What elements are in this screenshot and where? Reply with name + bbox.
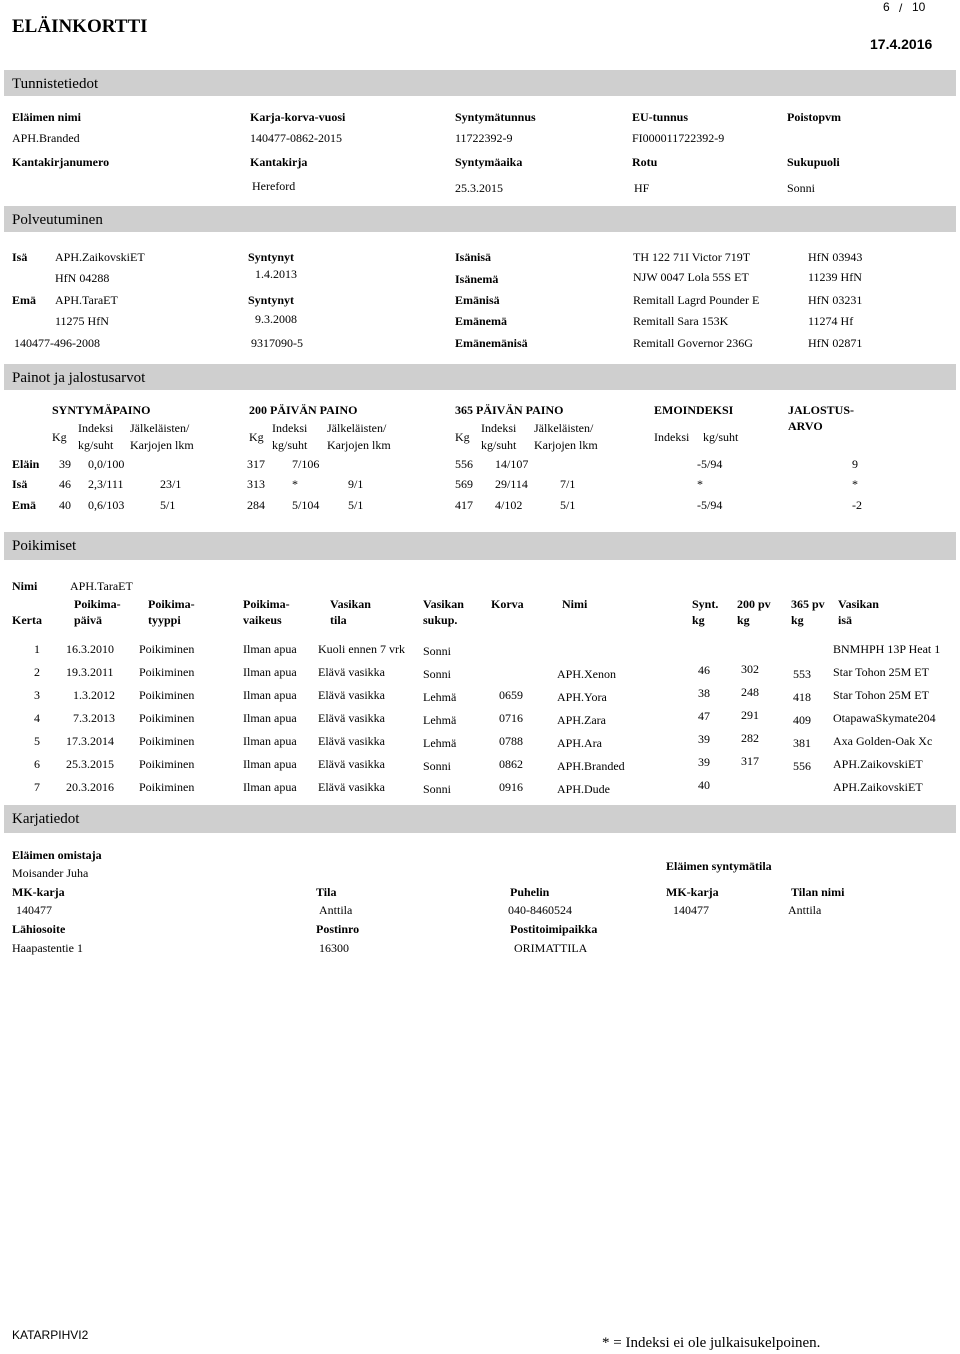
calvings-cell: 0916: [499, 780, 523, 794]
weights-cell: 4/102: [495, 498, 523, 512]
calvings-cell: APH.ZaikovskiET: [833, 757, 923, 771]
sire-dam-label: Isänemä: [455, 272, 499, 286]
owner-label: Eläimen omistaja: [12, 848, 102, 862]
page-total: 10: [912, 0, 926, 14]
offspring-subheader: Jälkeläisten/: [327, 421, 387, 435]
tila-value: Anttila: [319, 903, 353, 917]
dam-dam: Remitall Sara 153K: [633, 314, 729, 328]
page-separator: /: [899, 1, 903, 15]
dam-label: Emä: [12, 293, 36, 307]
calvings-cell: Ilman apua: [243, 711, 297, 725]
calvings-cell: 553: [793, 667, 811, 681]
calvings-cell: 47: [698, 709, 710, 723]
calvings-cell: 291: [741, 708, 759, 722]
offspring-subheader: Jälkeläisten/: [534, 421, 594, 435]
sire-dam-reg: 11239 HfN: [808, 270, 862, 284]
calvings-cell: 38: [698, 686, 710, 700]
calvings-cell: Elävä vasikka: [318, 665, 385, 679]
calvings-cell: 19.3.2011: [66, 665, 114, 679]
sire-dam: NJW 0047 Lola 55S ET: [633, 270, 749, 284]
calvings-cell: Sonni: [423, 644, 452, 658]
calvings-cell: 39: [698, 755, 710, 769]
maternal-index-heading: EMOINDEKSI: [654, 403, 734, 417]
calvings-cell: Lehmä: [423, 736, 457, 750]
calvings-header: kg: [692, 613, 705, 627]
calvings-dam-name: APH.TaraET: [70, 579, 133, 593]
post-office-value: ORIMATTILA: [514, 941, 588, 955]
ident-label: Karja-korva-vuosi: [250, 110, 346, 124]
weights-cell: *: [292, 477, 298, 491]
weights-cell: 5/1: [560, 498, 576, 512]
sire-reg: HfN 04288: [55, 271, 110, 285]
offspring-subheader: Jälkeläisten/: [130, 421, 190, 435]
calvings-cell: Ilman apua: [243, 757, 297, 771]
ident-value: Hereford: [252, 179, 296, 193]
weights-cell: 29/114: [495, 477, 528, 491]
calvings-cell: 418: [793, 690, 811, 704]
calvings-cell: Elävä vasikka: [318, 757, 385, 771]
ident-value: HF: [634, 181, 650, 195]
calvings-header: tila: [330, 613, 347, 627]
ident-label: Rotu: [632, 155, 658, 169]
calvings-cell: Ilman apua: [243, 688, 297, 702]
ident-label: Syntymäaika: [455, 155, 523, 169]
weights-row-label: Isä: [12, 477, 28, 491]
calvings-cell: 46: [698, 663, 710, 677]
calvings-header: Nimi: [562, 597, 588, 611]
calvings-cell: 17.3.2014: [66, 734, 114, 748]
calvings-header: päivä: [74, 613, 103, 627]
weights-cell: 9: [852, 457, 858, 471]
sire-sire-label: Isänisä: [455, 250, 492, 264]
maternal-index-subheader: Indeksi: [654, 430, 690, 444]
weights-cell: 417: [455, 498, 473, 512]
dam-born: 9.3.2008: [255, 312, 297, 326]
calvings-header: kg: [737, 613, 750, 627]
kg-subheader: Kg: [52, 430, 67, 444]
calvings-cell: 1.3.2012: [73, 688, 115, 702]
ident-label: Kantakirja: [250, 155, 308, 169]
weights-cell: 9/1: [348, 477, 364, 491]
weights-cell: 39: [59, 457, 71, 471]
kg-ratio-subheader: kg/suht: [481, 438, 517, 452]
maternal-kg-ratio-subheader: kg/suht: [703, 430, 739, 444]
birth-mk-value: 140477: [673, 903, 709, 917]
calvings-cell: Elävä vasikka: [318, 734, 385, 748]
calvings-cell: 0659: [499, 688, 523, 702]
weights-cell: *: [852, 477, 858, 491]
calvings-cell: 248: [741, 685, 759, 699]
calvings-header: Vasikan: [838, 597, 879, 611]
calvings-name-label: Nimi: [12, 579, 38, 593]
calvings-header: Vasikan: [423, 597, 464, 611]
mk-value: 140477: [16, 903, 52, 917]
sire-label: Isä: [12, 250, 28, 264]
calvings-cell: APH.Branded: [557, 759, 625, 773]
calvings-cell: APH.Ara: [557, 736, 602, 750]
breeding-value-heading-2: ARVO: [788, 419, 823, 433]
kg-ratio-subheader: kg/suht: [78, 438, 114, 452]
farm-name-value: Anttila: [788, 903, 822, 917]
ident-value: 25.3.2015: [455, 181, 503, 195]
weights-cell: 23/1: [160, 477, 182, 491]
post-office-label: Postitoimipaikka: [510, 922, 598, 936]
calvings-header: 200 pv: [737, 597, 771, 611]
calvings-cell: 0716: [499, 711, 523, 725]
calvings-cell: Poikiminen: [139, 757, 195, 771]
calvings-header: vaikeus: [243, 613, 282, 627]
calvings-header: Poikima-: [148, 597, 195, 611]
postcode-label: Postinro: [316, 922, 360, 936]
weights-cell: -5/94: [697, 498, 723, 512]
footer-code: KATARPIHVI2: [12, 1328, 89, 1342]
calvings-cell: 381: [793, 736, 811, 750]
sire-born: 1.4.2013: [255, 267, 297, 281]
calvings-cell: APH.Yora: [557, 690, 607, 704]
herds-subheader: Karjojen lkm: [327, 438, 391, 452]
page-title: ELÄINKORTTI: [12, 16, 148, 37]
kg-ratio-subheader: kg/suht: [272, 438, 308, 452]
weight-365-heading: 365 PÄIVÄN PAINO: [455, 403, 564, 417]
calvings-cell: 5: [34, 734, 40, 748]
calvings-cell: Ilman apua: [243, 642, 297, 656]
calvings-cell: 16.3.2010: [66, 642, 114, 656]
index-subheader: Indeksi: [78, 421, 114, 435]
calvings-cell: Poikiminen: [139, 642, 195, 656]
calvings-header: kg: [791, 613, 804, 627]
address-label: Lähiosoite: [12, 922, 66, 936]
calvings-cell: 0862: [499, 757, 523, 771]
ident-value: FI000011722392-9: [632, 131, 725, 145]
sire-sire-reg: HfN 03943: [808, 250, 863, 264]
dam-sire: Remitall Lagrd Pounder E: [633, 293, 760, 307]
calvings-cell: BNMHPH 13P Heat 1: [833, 642, 941, 656]
ident-value: 11722392-9: [455, 131, 513, 145]
calvings-header: tyyppi: [148, 613, 181, 627]
weight-200-heading: 200 PÄIVÄN PAINO: [249, 403, 358, 417]
weights-cell: 14/107: [495, 457, 529, 471]
calvings-cell: Star Tohon 25M ET: [833, 688, 929, 702]
dam-dam-reg: 11274 Hf: [808, 314, 854, 328]
ident-value: Sonni: [787, 181, 816, 195]
footer-note: * = Indeksi ei ole julkaisukelpoinen.: [602, 1335, 821, 1351]
dam-reg: 11275 HfN: [55, 314, 109, 328]
calvings-cell: Axa Golden-Oak Xc: [833, 734, 933, 748]
weights-cell: 0,6/103: [88, 498, 125, 512]
calvings-cell: APH.Dude: [557, 782, 610, 796]
postcode-value: 16300: [319, 941, 349, 955]
calvings-cell: 7: [34, 780, 40, 794]
kg-subheader: Kg: [249, 430, 264, 444]
ident-value: APH.Branded: [12, 131, 80, 145]
ident-value: 140477-0862-2015: [250, 131, 342, 145]
dam-dam-sire-reg: HfN 02871: [808, 336, 863, 350]
phone-label: Puhelin: [510, 885, 550, 899]
calvings-cell: 302: [741, 662, 759, 676]
calvings-cell: Poikiminen: [139, 780, 195, 794]
breeding-value-heading: JALOSTUS-: [788, 403, 855, 417]
section-header-farm: Karjatiedot: [4, 805, 956, 833]
print-date: 17.4.2016: [870, 36, 933, 52]
calvings-cell: Ilman apua: [243, 665, 297, 679]
birthplace-label: Eläimen syntymätila: [666, 859, 772, 873]
weights-cell: 7/1: [560, 477, 576, 491]
calvings-cell: Poikiminen: [139, 688, 195, 702]
calvings-cell: 39: [698, 732, 710, 746]
sire-name: APH.ZaikovskiET: [55, 250, 145, 264]
ident-label: EU-tunnus: [632, 110, 689, 124]
farm-name-label: Tilan nimi: [791, 885, 845, 899]
weights-cell: 5/1: [160, 498, 176, 512]
weights-cell: 5/1: [348, 498, 364, 512]
weights-cell: 7/106: [292, 457, 320, 471]
calvings-cell: Ilman apua: [243, 780, 297, 794]
section-header-calvings: Poikimiset: [4, 532, 956, 560]
calvings-cell: 3: [34, 688, 40, 702]
calvings-cell: Kuoli ennen 7 vrk: [318, 642, 405, 656]
herds-subheader: Karjojen lkm: [534, 438, 598, 452]
calvings-cell: 1: [34, 642, 40, 656]
calvings-header: 365 pv: [791, 597, 825, 611]
calvings-header: sukup.: [423, 613, 458, 627]
dam-sire-label: Emänisä: [455, 293, 500, 307]
calvings-header: Kerta: [12, 613, 42, 627]
kg-subheader: Kg: [455, 430, 470, 444]
calvings-cell: APH.ZaikovskiET: [833, 780, 923, 794]
calvings-cell: OtapawaSkymate204: [833, 711, 936, 725]
calvings-cell: 7.3.2013: [73, 711, 115, 725]
calvings-cell: Sonni: [423, 782, 452, 796]
sire-sire: TH 122 71I Victor 719T: [633, 250, 751, 264]
ident-label: Sukupuoli: [787, 155, 840, 169]
sire-born-label: Syntynyt: [248, 250, 295, 264]
calvings-cell: Lehmä: [423, 713, 457, 727]
calvings-cell: Star Tohon 25M ET: [833, 665, 929, 679]
calvings-cell: 20.3.2016: [66, 780, 114, 794]
calvings-cell: APH.Zara: [557, 713, 606, 727]
weights-cell: *: [697, 477, 703, 491]
calvings-cell: Ilman apua: [243, 734, 297, 748]
birth-weight-heading: SYNTYMÄPAINO: [52, 403, 151, 417]
calvings-cell: Poikiminen: [139, 711, 195, 725]
calvings-cell: 409: [793, 713, 811, 727]
calvings-cell: 556: [793, 759, 811, 773]
weights-cell: 0,0/100: [88, 457, 125, 471]
calvings-cell: Sonni: [423, 667, 452, 681]
weights-cell: -2: [852, 498, 862, 512]
ident-label: Syntymätunnus: [455, 110, 536, 124]
ident-label: Poistopvm: [787, 110, 841, 124]
dam-id: 140477-496-2008: [14, 336, 100, 350]
index-subheader: Indeksi: [481, 421, 517, 435]
ident-label: Eläimen nimi: [12, 110, 82, 124]
calvings-cell: Elävä vasikka: [318, 688, 385, 702]
dam-sire-reg: HfN 03231: [808, 293, 863, 307]
section-header-identification: Tunnistetiedot: [4, 70, 956, 96]
calvings-header: Poikima-: [243, 597, 290, 611]
calvings-cell: 4: [34, 711, 40, 725]
weights-cell: 556: [455, 457, 473, 471]
calvings-header: Vasikan: [330, 597, 371, 611]
calvings-header: Poikima-: [74, 597, 121, 611]
weights-cell: 317: [247, 457, 265, 471]
dam-dam-sire: Remitall Governor 236G: [633, 336, 753, 350]
dam-dam-label: Emänemä: [455, 314, 507, 328]
calvings-cell: Poikiminen: [139, 665, 195, 679]
calvings-header: isä: [838, 613, 853, 627]
calvings-header: Korva: [491, 597, 524, 611]
calvings-cell: 282: [741, 731, 759, 745]
address-value: Haapastentie 1: [12, 941, 83, 955]
dam-dam-sire-label: Emänemänisä: [455, 336, 528, 350]
weights-cell: 46: [59, 477, 71, 491]
weights-row-label: Eläin: [12, 457, 40, 471]
calvings-cell: 0788: [499, 734, 523, 748]
birth-mk-label: MK-karja: [666, 885, 719, 899]
tila-label: Tila: [316, 885, 337, 899]
weights-cell: 40: [59, 498, 71, 512]
weights-cell: 2,3/111: [88, 477, 124, 491]
mk-label: MK-karja: [12, 885, 65, 899]
calvings-cell: APH.Xenon: [557, 667, 616, 681]
owner-name: Moisander Juha: [12, 866, 89, 880]
phone-value: 040-8460524: [508, 903, 572, 917]
index-subheader: Indeksi: [272, 421, 308, 435]
dam-name: APH.TaraET: [55, 293, 118, 307]
ident-label: Kantakirjanumero: [12, 155, 110, 169]
weights-cell: 313: [247, 477, 265, 491]
dam-birth-id: 9317090-5: [251, 336, 303, 350]
calvings-header: Synt.: [692, 597, 719, 611]
calvings-cell: 6: [34, 757, 40, 771]
page-number: 6: [883, 0, 890, 14]
section-header-pedigree: Polveutuminen: [4, 206, 956, 232]
herds-subheader: Karjojen lkm: [130, 438, 194, 452]
section-header-weights: Painot ja jalostusarvot: [4, 364, 956, 390]
calvings-cell: 25.3.2015: [66, 757, 114, 771]
calvings-cell: 40: [698, 778, 710, 792]
weights-cell: 5/104: [292, 498, 320, 512]
calvings-cell: 317: [741, 754, 759, 768]
calvings-cell: Lehmä: [423, 690, 457, 704]
calvings-cell: 2: [34, 665, 40, 679]
weights-row-label: Emä: [12, 498, 36, 512]
calvings-cell: Elävä vasikka: [318, 711, 385, 725]
dam-born-label: Syntynyt: [248, 293, 295, 307]
weights-cell: 569: [455, 477, 473, 491]
weights-cell: 284: [247, 498, 265, 512]
calvings-cell: Poikiminen: [139, 734, 195, 748]
calvings-cell: Sonni: [423, 759, 452, 773]
weights-cell: -5/94: [697, 457, 723, 471]
calvings-cell: Elävä vasikka: [318, 780, 385, 794]
